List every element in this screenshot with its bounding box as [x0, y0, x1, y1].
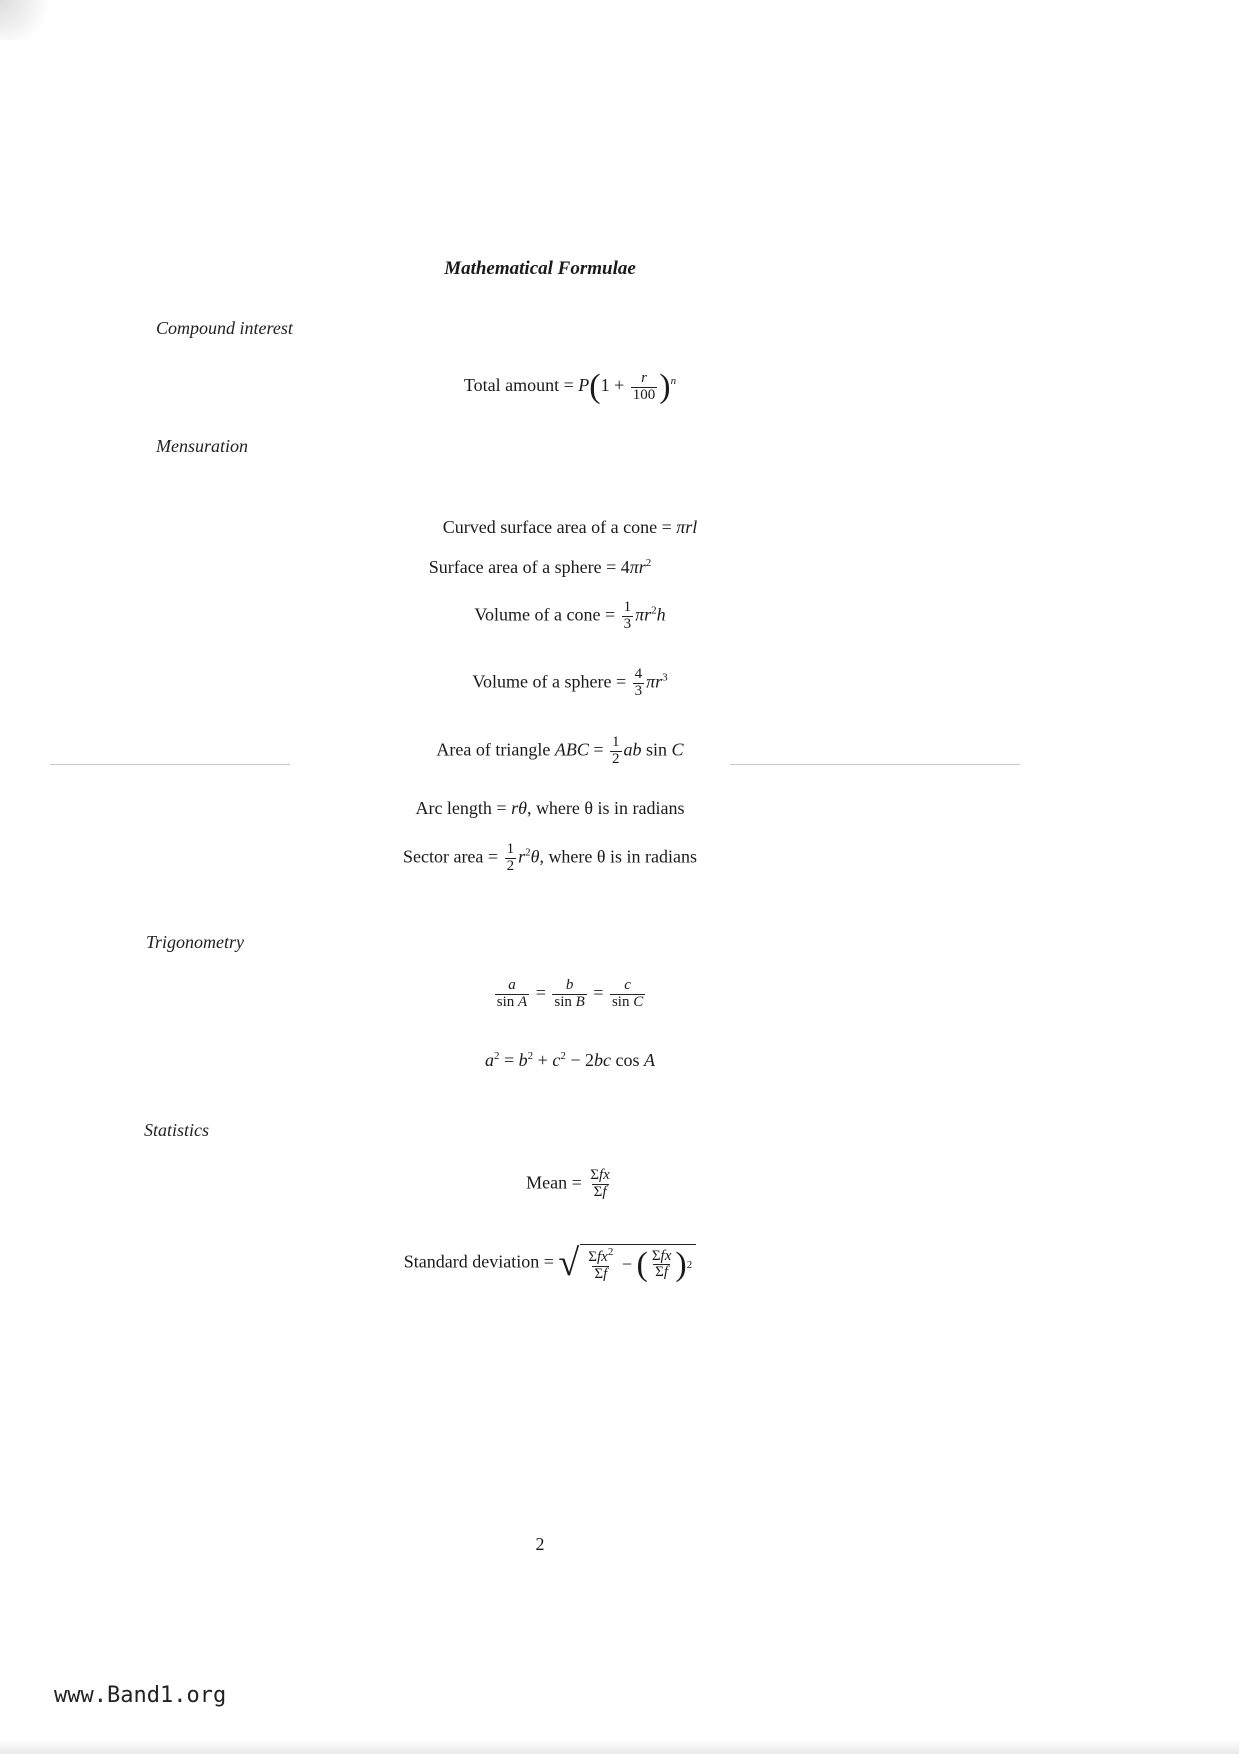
section-trigonometry: Trigonometry — [146, 932, 245, 952]
formula-surface-sphere: Surface area of a sphere = $4\pi r^2$ — [428, 557, 652, 577]
formula-label: Surface area of a sphere = — [428, 557, 617, 577]
formula-area-triangle: Area of triangle ABC = $\frac{1}{2}$ ab sin C — [436, 734, 684, 767]
formula-label: Curved surface area of a cone = — [442, 517, 672, 537]
radians-note: , where θ is in radians — [526, 798, 685, 818]
formula-label: Sector area = — [402, 846, 499, 867]
formula-sine-rule: $\frac{a}{\text{sin A}}$ = $\frac{b}{\text{sin B}}$ = $\frac{c}{\text{sin C}}$ — [496, 977, 644, 1010]
formula-total-amount: Total amount = P(1 + $\frac{r}{100}$ )$^n$ — [463, 368, 677, 405]
formula-label: Volume of a cone = — [474, 604, 616, 625]
formula-cosine-rule: $a^2 = b^2 + c^2 - 2bc$ cos A — [485, 1050, 655, 1070]
website-watermark: www.Band1.org — [54, 1683, 227, 1708]
formula-label: Volume of a sphere = — [472, 671, 627, 692]
page-number: 2 — [535, 1534, 545, 1554]
formula-mean: Mean = $\frac{\text{Σfx}}{\Sigma f}$ — [526, 1167, 610, 1200]
formula-arc-length: Arc length = rθ, where θ is in radians — [415, 798, 685, 818]
formula-label: Area of triangle — [436, 739, 551, 760]
section-mensuration: Mensuration — [156, 436, 248, 456]
radians-note: , where θ is in radians — [539, 846, 698, 867]
formula-volume-cone: Volume of a cone = $\frac{1}{3}$ $\pi r^2h$ — [474, 599, 666, 632]
formula-label: Arc length = — [415, 798, 507, 818]
formula-label: Mean = — [526, 1172, 582, 1193]
formula-label: Standard deviation = — [403, 1251, 554, 1272]
scan-shadow — [0, 0, 60, 40]
formula-curved-surface-cone: Curved surface area of a cone = πrl — [442, 517, 698, 537]
page-title: Mathematical Formulae — [444, 258, 636, 279]
formula-sector-area: Sector area = $\frac{1}{2}$ $r^2\theta$, where θ is in radians — [402, 841, 698, 874]
section-compound-interest: Compound interest — [156, 318, 293, 338]
scan-edge — [0, 1740, 1239, 1754]
formula-standard-deviation: Standard deviation = √ $\frac{\Sigma fx^2}{\Sigma f}$ − ( $\frac{\text{Σfx}}{\Sigma f}$ ) 2 — [10, 1244, 1090, 1283]
formula-label: Total amount = — [463, 375, 574, 396]
section-statistics: Statistics — [144, 1120, 210, 1140]
formula-volume-sphere: Volume of a sphere = $\frac{4}{3}$ $\pi r^3$ — [472, 666, 668, 699]
